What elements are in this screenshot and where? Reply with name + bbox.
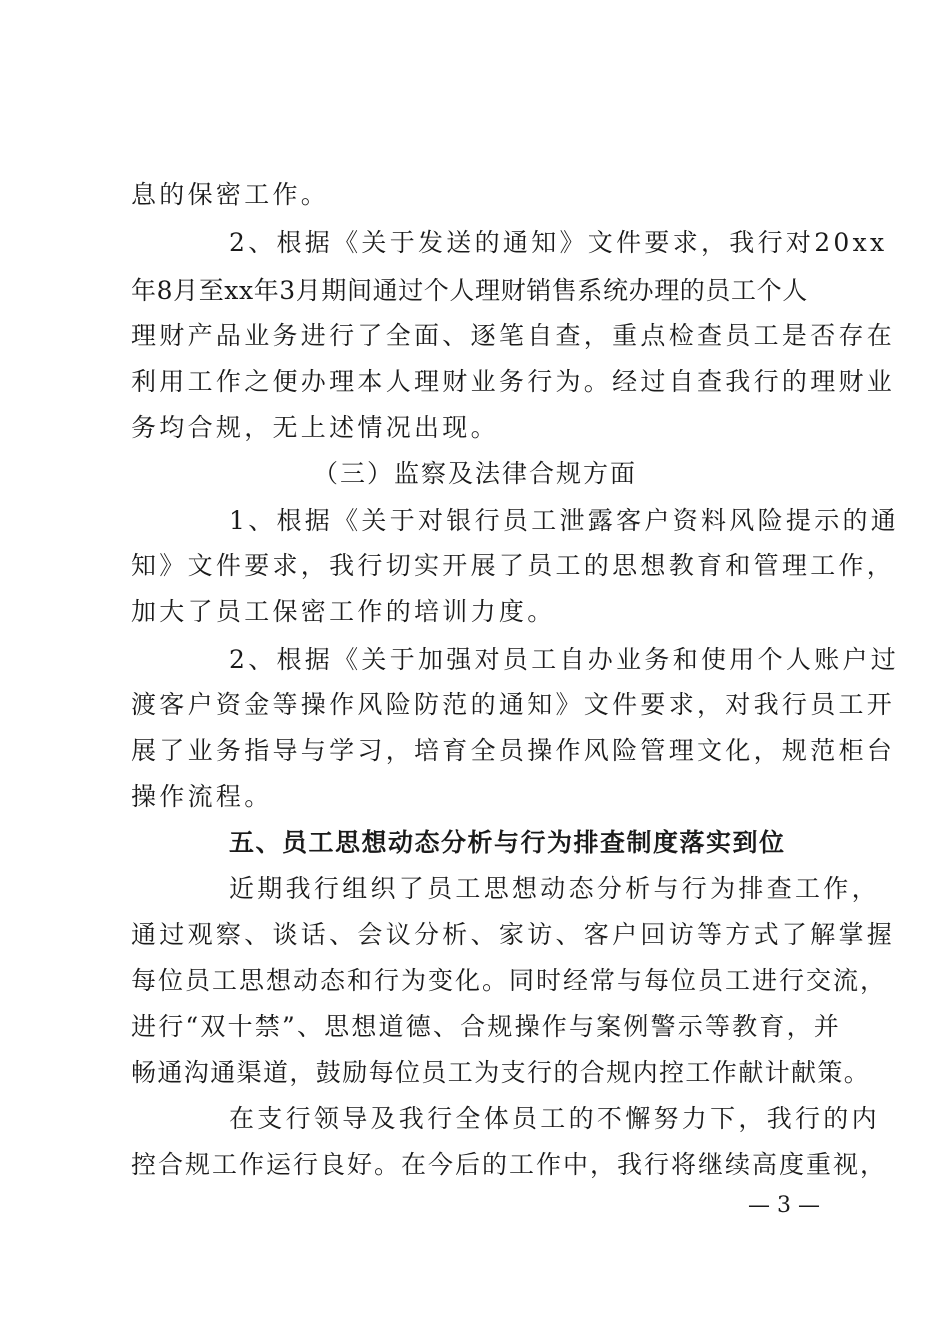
- paragraph-first-line: 在支行领导及我行全体员工的不懈努力下，我行的内: [229, 1104, 880, 1133]
- text-line: 控合规工作运行良好。在今后的工作中，我行将继续高度重视，: [131, 1150, 888, 1179]
- text-line: 年8月至xx年3月期间通过个人理财销售系统办理的员工个人: [131, 276, 808, 305]
- text-line: 理财产品业务进行了全面、逐笔自查，重点检查员工是否存在: [131, 321, 896, 350]
- paragraph-first-line: 近期我行组织了员工思想动态分析与行为排查工作，: [229, 874, 880, 903]
- text-line: 进行“双十禁”、思想道德、合规操作与案例警示等教育，并: [131, 1012, 841, 1041]
- paragraph-first-line: 2、根据《关于加强对员工自办业务和使用个人账户过: [229, 645, 900, 674]
- section-heading: 五、员工思想动态分析与行为排查制度落实到位: [229, 828, 786, 857]
- paragraph-first-line: 2、根据《关于发送的通知》文件要求，我行对20xx: [229, 228, 888, 257]
- text-line: 知》文件要求，我行切实开展了员工的思想教育和管理工作，: [131, 551, 896, 580]
- text-line: 展了业务指导与学习，培育全员操作风险管理文化，规范柜台: [131, 736, 896, 765]
- text-line: 息的保密工作。: [131, 180, 330, 209]
- page-number: — 3 —: [748, 1193, 820, 1218]
- text-line: 加大了员工保密工作的培训力度。: [131, 597, 556, 626]
- text-line: 利用工作之便办理本人理财业务行为。经过自查我行的理财业: [131, 367, 896, 396]
- text-line: 务均合规，无上述情况出现。: [131, 413, 499, 442]
- paragraph-first-line: 1、根据《关于对银行员工泄露客户资料风险提示的通: [229, 506, 900, 535]
- text-line: 操作流程。: [131, 782, 273, 811]
- text-line: 通过观察、谈话、会议分析、家访、客户回访等方式了解掌握: [131, 920, 896, 949]
- section-subheading: （三）监察及法律合规方面: [312, 459, 637, 488]
- text-line: 每位员工思想动态和行为变化。同时经常与每位员工进行交流，: [131, 966, 888, 995]
- text-line: 渡客户资金等操作风险防范的通知》文件要求，对我行员工开: [131, 690, 896, 719]
- text-line: 畅通沟通渠道，鼓励每位员工为支行的合规内控工作献计献策。: [131, 1058, 871, 1087]
